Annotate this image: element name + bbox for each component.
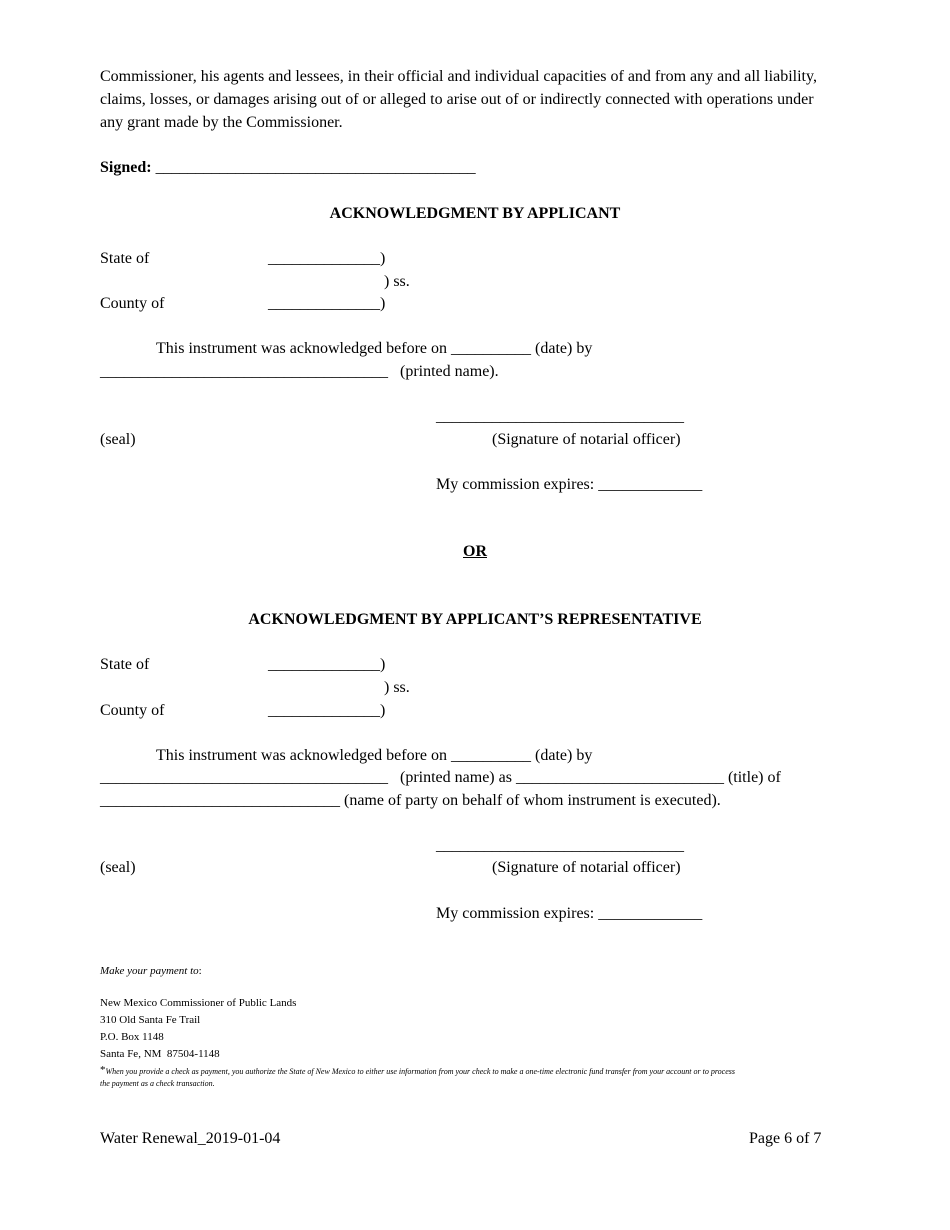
section2-ack-line3: ______________________________ (name of party on behalf of whom instrument is executed). [100, 792, 721, 809]
payment-address-line: 310 Old Santa Fe Trail [100, 1014, 201, 1026]
section1-ack-line1: This instrument was acknowledged before on __________ (date) by [156, 340, 593, 357]
section2-heading: ACKNOWLEDGMENT BY APPLICANT’S REPRESENTATIVE [248, 611, 702, 628]
section1-signature-line[interactable]: _______________________________ [436, 408, 684, 425]
payment-note-line1: When you provide a check as payment, you authorize the State of New Mexico to either use information from your check to make a one-time electronic fund transfer from your account or to process [105, 1067, 735, 1076]
section2-signature-line[interactable]: _______________________________ [436, 837, 684, 854]
section2-county-label: County of [100, 702, 165, 719]
signed-row [100, 157, 476, 179]
section1-ack-line2: ____________________________________ (printed name). [100, 363, 499, 380]
payment-note-asterisk: * [100, 1064, 106, 1076]
signed-label: Signed: [100, 159, 152, 176]
footer-page-number: Page 6 of 7 [749, 1130, 822, 1147]
section2-county-line[interactable]: ______________) [268, 702, 386, 719]
payment-label-row [100, 963, 202, 980]
section1-county-line[interactable]: ______________) [268, 295, 386, 312]
payment-address-line: New Mexico Commissioner of Public Lands [100, 997, 297, 1009]
section2-ack-line2: ____________________________________ (printed name) as __________________________ (title) of [100, 769, 781, 786]
intro-paragraph: Commissioner, his agents and lessees, in their official and individual capacities of and from any and all liability, claims, losses, or damages arising out of or alleged to arise out of or indirectly connected with operations under any grant made by the Commissioner. [100, 68, 817, 131]
section1-state-label: State of [100, 250, 150, 267]
or-separator: OR [463, 543, 487, 560]
payment-note-row1 [100, 1063, 735, 1078]
section2-ss: ) ss. [384, 679, 410, 696]
payment-label: Make your payment to [100, 965, 199, 977]
section1-state-line[interactable]: ______________) [268, 250, 386, 267]
section2-state-label: State of [100, 656, 150, 673]
section1-commission-expires: My commission expires: _____________ [436, 476, 703, 493]
section1-seal: (seal) [100, 431, 136, 448]
section1-county-label: County of [100, 295, 165, 312]
payment-label-colon: : [198, 965, 202, 977]
signed-line[interactable]: ________________________________________ [155, 159, 476, 176]
footer-document-id: Water Renewal_2019-01-04 [100, 1130, 281, 1147]
section2-commission-expires: My commission expires: _____________ [436, 905, 703, 922]
section1-ss: ) ss. [384, 273, 410, 290]
section1-signature-caption: (Signature of notarial officer) [492, 431, 681, 448]
section1-heading: ACKNOWLEDGMENT BY APPLICANT [329, 205, 621, 222]
payment-address-line: Santa Fe, NM 87504-1148 [100, 1048, 220, 1060]
section2-ack-line1: This instrument was acknowledged before on __________ (date) by [156, 747, 593, 764]
section2-signature-caption: (Signature of notarial officer) [492, 859, 681, 876]
section2-seal: (seal) [100, 859, 136, 876]
payment-note-line2: the payment as a check transaction. [100, 1079, 215, 1088]
section2-state-line[interactable]: ______________) [268, 656, 386, 673]
payment-address-line: P.O. Box 1148 [100, 1031, 164, 1043]
